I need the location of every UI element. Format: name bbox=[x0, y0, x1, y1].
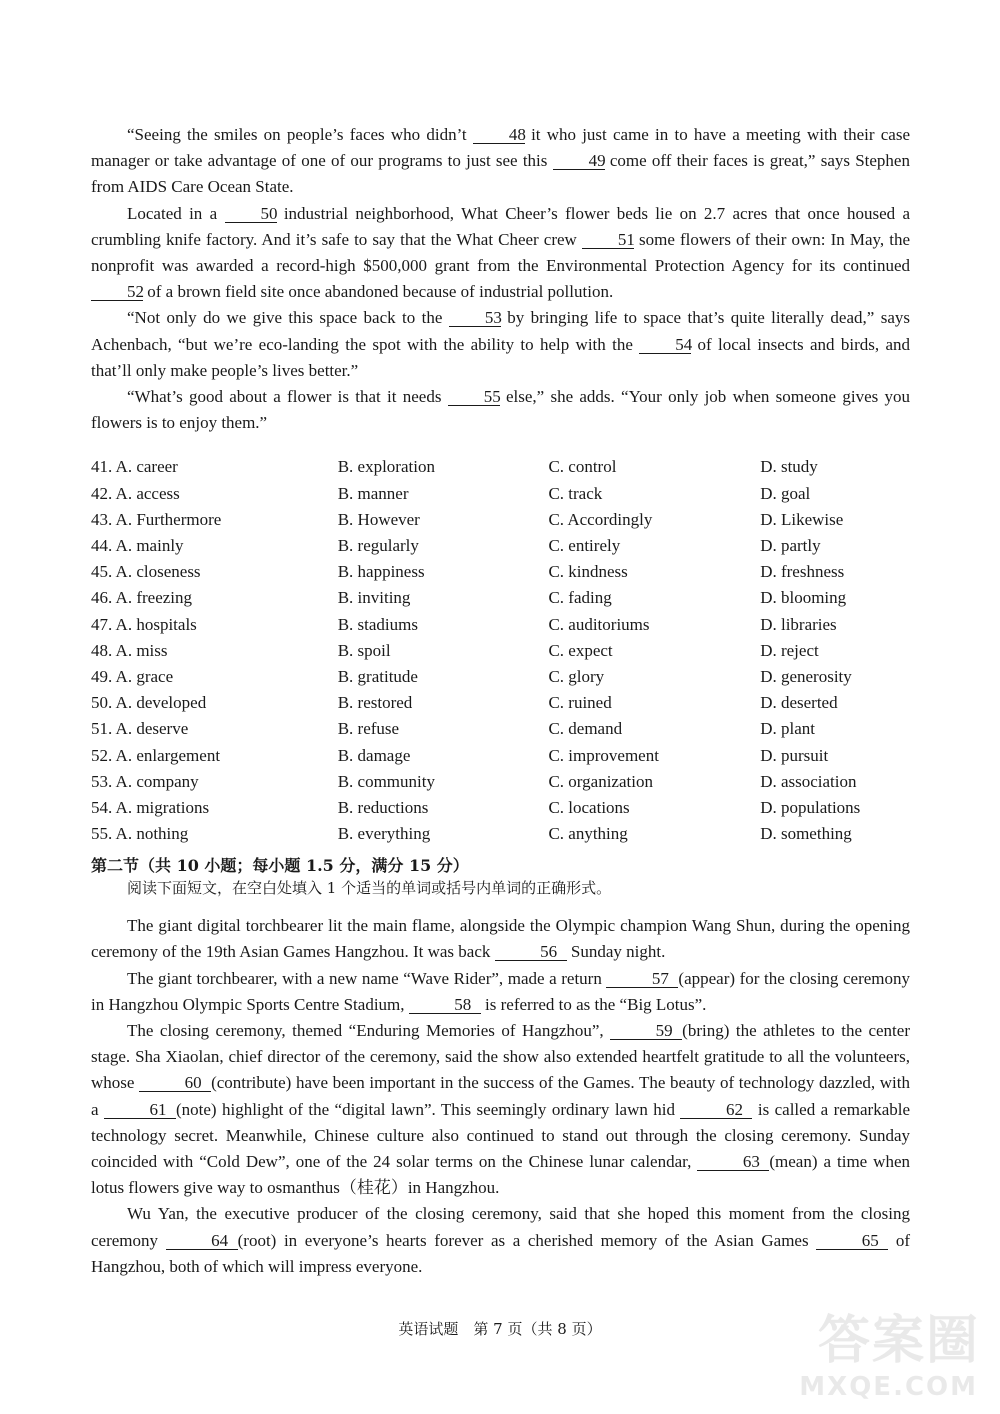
option-b: B. gratitude bbox=[337, 666, 418, 686]
blank-49: 49 bbox=[553, 153, 605, 170]
text: The closing ceremony, themed “Enduring Memories of Hangzhou”, bbox=[127, 1021, 611, 1041]
text: is called a remarkable technology secret. Meanwhile, Chinese culture also continued to stand out through the closing ceremony. Sunday coincided with “Cold Dew”, one of the 24 solar terms on the Chinese lunar calendar, bbox=[91, 1099, 911, 1172]
text: (appear) for the closing ceremony in Hangzhou Olympic Sports Centre Stadium, bbox=[91, 968, 911, 1014]
option-a: 41. A. career bbox=[91, 457, 178, 477]
blank-53: 53 bbox=[449, 310, 501, 327]
option-a: 50. A. developed bbox=[91, 693, 207, 713]
option-c: C. organization bbox=[548, 771, 653, 791]
option-a: 49. A. grace bbox=[91, 666, 174, 686]
page-footer: 英语试题 第 7 页（共 8 页） bbox=[398, 1320, 602, 1338]
text: The giant digital torchbearer lit the main flame, alongside the Olympic champion Wang Shun, during the opening ceremony of the 19th Asian Games Hangzhou. It was back bbox=[91, 916, 910, 962]
blank-65: 65 bbox=[816, 1233, 888, 1250]
option-row bbox=[91, 690, 910, 716]
option-d: D. study bbox=[760, 457, 818, 477]
text: by bringing life to space that’s quite literally dead,” says Achenbach, “but we’re eco-landing the spot with the ability to help with the bbox=[91, 308, 910, 354]
option-row bbox=[91, 716, 910, 742]
text: (root) in everyone’s hearts forever as a cherished memory of the Asian Games bbox=[237, 1230, 817, 1250]
option-row bbox=[91, 821, 910, 847]
option-a: 42. A. access bbox=[91, 483, 180, 503]
option-b: B. happiness bbox=[337, 562, 425, 582]
blank-59: 59 bbox=[610, 1023, 682, 1040]
passage1-paragraph-1 bbox=[91, 122, 910, 201]
option-d: D. goal bbox=[760, 483, 811, 503]
blank-54: 54 bbox=[639, 337, 691, 354]
option-row bbox=[91, 612, 910, 638]
option-b: B. restored bbox=[337, 693, 413, 713]
option-c: C. anything bbox=[548, 824, 628, 844]
option-b: B. exploration bbox=[337, 457, 435, 477]
text: Wu Yan, the executive producer of the closing ceremony, said that she hoped this moment from the closing ceremony bbox=[91, 1204, 910, 1250]
option-b: B. refuse bbox=[337, 719, 400, 739]
passage2-paragraph-3 bbox=[91, 1018, 910, 1201]
text: of a brown field site once abandoned because of industrial pollution. bbox=[143, 282, 614, 302]
text: is referred to as the “Big Lotus”. bbox=[480, 994, 707, 1014]
options-table bbox=[91, 454, 910, 847]
option-a: 45. A. closeness bbox=[91, 562, 201, 582]
option-a: 47. A. hospitals bbox=[91, 614, 197, 634]
text: (contribute) have been important in the success of the Games. The beauty of technology dazzled, with a bbox=[91, 1073, 910, 1119]
option-c: C. locations bbox=[548, 797, 630, 817]
text: (note) highlight of the “digital lawn”. This seemingly ordinary lawn hid bbox=[175, 1099, 681, 1119]
option-d: D. blooming bbox=[760, 588, 847, 608]
blank-58: 58 bbox=[409, 997, 481, 1014]
blank-63: 63 bbox=[697, 1154, 769, 1171]
option-d: D. deserted bbox=[760, 693, 838, 713]
option-a: 46. A. freezing bbox=[91, 588, 193, 608]
option-d: D. pursuit bbox=[760, 745, 829, 765]
passage1-paragraph-4 bbox=[91, 384, 910, 436]
text: it who just came in to have a meeting with their case manager or take advantage of one of our programs to just see this bbox=[91, 125, 910, 171]
option-d: D. generosity bbox=[760, 666, 852, 686]
option-row bbox=[91, 533, 910, 559]
option-b: B. damage bbox=[337, 745, 411, 765]
option-c: C. ruined bbox=[548, 693, 612, 713]
passage1-paragraph-2 bbox=[91, 201, 910, 306]
passage2-paragraph-2 bbox=[91, 966, 910, 1018]
blank-51: 51 bbox=[582, 232, 634, 249]
text: The giant torchbearer, with a new name “Wave Rider”, made a return bbox=[127, 968, 607, 988]
text: “Not only do we give this space back to the bbox=[127, 308, 449, 328]
text: industrial neighborhood, What Cheer’s flower beds lie on 2.7 acres that once housed a crumbling knife factory. And it’s safe to say that the What Cheer crew bbox=[91, 203, 911, 249]
option-row bbox=[91, 507, 910, 533]
blank-62: 62 bbox=[680, 1102, 752, 1119]
text: “Seeing the smiles on people’s faces who didn’t bbox=[127, 125, 473, 144]
option-a: 52. A. enlargement bbox=[91, 745, 221, 765]
option-row bbox=[91, 454, 910, 480]
blank-55: 55 bbox=[448, 389, 500, 406]
text: of local insects and birds, and that’ll only make people’s lives better.” bbox=[91, 334, 911, 380]
blank-52: 52 bbox=[91, 284, 143, 301]
option-a: 55. A. nothing bbox=[91, 824, 189, 844]
option-a: 53. A. company bbox=[91, 771, 199, 791]
blank-50: 50 bbox=[225, 206, 277, 223]
option-c: C. track bbox=[548, 483, 603, 503]
blank-57: 57 bbox=[606, 971, 678, 988]
exam-page bbox=[91, 122, 910, 1280]
option-c: C. glory bbox=[548, 666, 605, 686]
option-a: 51. A. deserve bbox=[91, 719, 189, 739]
option-b: B. manner bbox=[337, 483, 409, 503]
text: “What’s good about a flower is that it needs bbox=[127, 387, 448, 407]
option-b: B. regularly bbox=[337, 536, 419, 555]
watermark-line-2: MXQE.COM bbox=[799, 1372, 978, 1402]
option-row bbox=[91, 481, 910, 507]
option-c: C. kindness bbox=[548, 562, 628, 582]
passage1-paragraph-3 bbox=[91, 305, 910, 384]
text: else,” she adds. “Your only job when someone gives you flowers is to enjoy them.” bbox=[91, 387, 910, 433]
option-c: C. demand bbox=[548, 719, 623, 739]
passage2-paragraph-4 bbox=[91, 1201, 910, 1280]
text: of Hangzhou, both of which will impress everyone. bbox=[91, 1230, 910, 1276]
option-c: C. entirely bbox=[548, 536, 621, 555]
option-d: D. partly bbox=[760, 536, 821, 555]
option-b: B. spoil bbox=[337, 640, 391, 660]
watermark-logo bbox=[800, 1298, 990, 1408]
text: Located in a bbox=[127, 203, 225, 223]
text: some flowers of their own: In May, the nonprofit was awarded a record-high $500,000 grant from the Environmental Protection Agency for its continued bbox=[91, 229, 910, 276]
option-d: D. Likewise bbox=[760, 509, 844, 529]
option-row bbox=[91, 743, 910, 769]
option-row bbox=[91, 638, 910, 664]
option-row bbox=[91, 585, 910, 611]
blank-61: 61 bbox=[104, 1102, 176, 1119]
passage2-paragraph-1 bbox=[91, 913, 910, 965]
option-c: C. auditoriums bbox=[548, 614, 650, 634]
option-row bbox=[91, 559, 910, 585]
section-instruction: 阅读下面短文，在空白处填入 1 个适当的单词或括号内单词的正确形式。 bbox=[127, 879, 612, 898]
text: (mean) a time when lotus flowers give way to osmanthus（桂花）in Hangzhou. bbox=[91, 1152, 911, 1198]
option-b: B. stadiums bbox=[337, 614, 418, 634]
option-row bbox=[91, 664, 910, 690]
option-b: B. inviting bbox=[337, 588, 411, 608]
option-d: D. populations bbox=[760, 797, 861, 817]
blank-56: 56 bbox=[495, 944, 567, 961]
option-b: B. However bbox=[337, 509, 420, 529]
option-a: 44. A. mainly bbox=[91, 536, 184, 555]
blank-48: 48 bbox=[473, 127, 525, 144]
watermark-line-1: 答案圈 bbox=[817, 1311, 980, 1371]
option-c: C. fading bbox=[548, 588, 612, 608]
option-d: D. freshness bbox=[760, 562, 845, 582]
option-d: D. plant bbox=[760, 719, 815, 739]
option-c: C. control bbox=[548, 457, 617, 477]
option-c: C. Accordingly bbox=[548, 509, 653, 529]
option-b: B. everything bbox=[337, 824, 431, 844]
text: come off their faces is great,” says Stephen from AIDS Care Ocean State. bbox=[91, 151, 910, 197]
option-d: D. libraries bbox=[760, 614, 837, 634]
option-d: D. reject bbox=[760, 640, 819, 660]
blank-60: 60 bbox=[139, 1075, 211, 1092]
option-b: B. reductions bbox=[337, 797, 429, 817]
option-d: D. association bbox=[760, 771, 857, 791]
option-d: D. something bbox=[760, 824, 852, 844]
option-a: 48. A. miss bbox=[91, 640, 168, 660]
blank-64: 64 bbox=[166, 1233, 238, 1250]
option-a: 54. A. migrations bbox=[91, 797, 210, 817]
text: (bring) the athletes to the center stage. Sha Xiaolan, chief director of the ceremony, said the show also extended heartfelt gratitude to all the volunteers, whose bbox=[91, 1021, 910, 1093]
option-c: C. expect bbox=[548, 640, 613, 660]
text: Sunday night. bbox=[566, 942, 666, 962]
option-a: 43. A. Furthermore bbox=[91, 509, 222, 529]
option-row bbox=[91, 795, 910, 821]
option-row bbox=[91, 769, 910, 795]
option-b: B. community bbox=[337, 771, 435, 791]
option-c: C. improvement bbox=[548, 745, 659, 765]
section-title: 第二节（共 10 小题；每小题 1.5 分，满分 15 分） bbox=[91, 856, 469, 876]
